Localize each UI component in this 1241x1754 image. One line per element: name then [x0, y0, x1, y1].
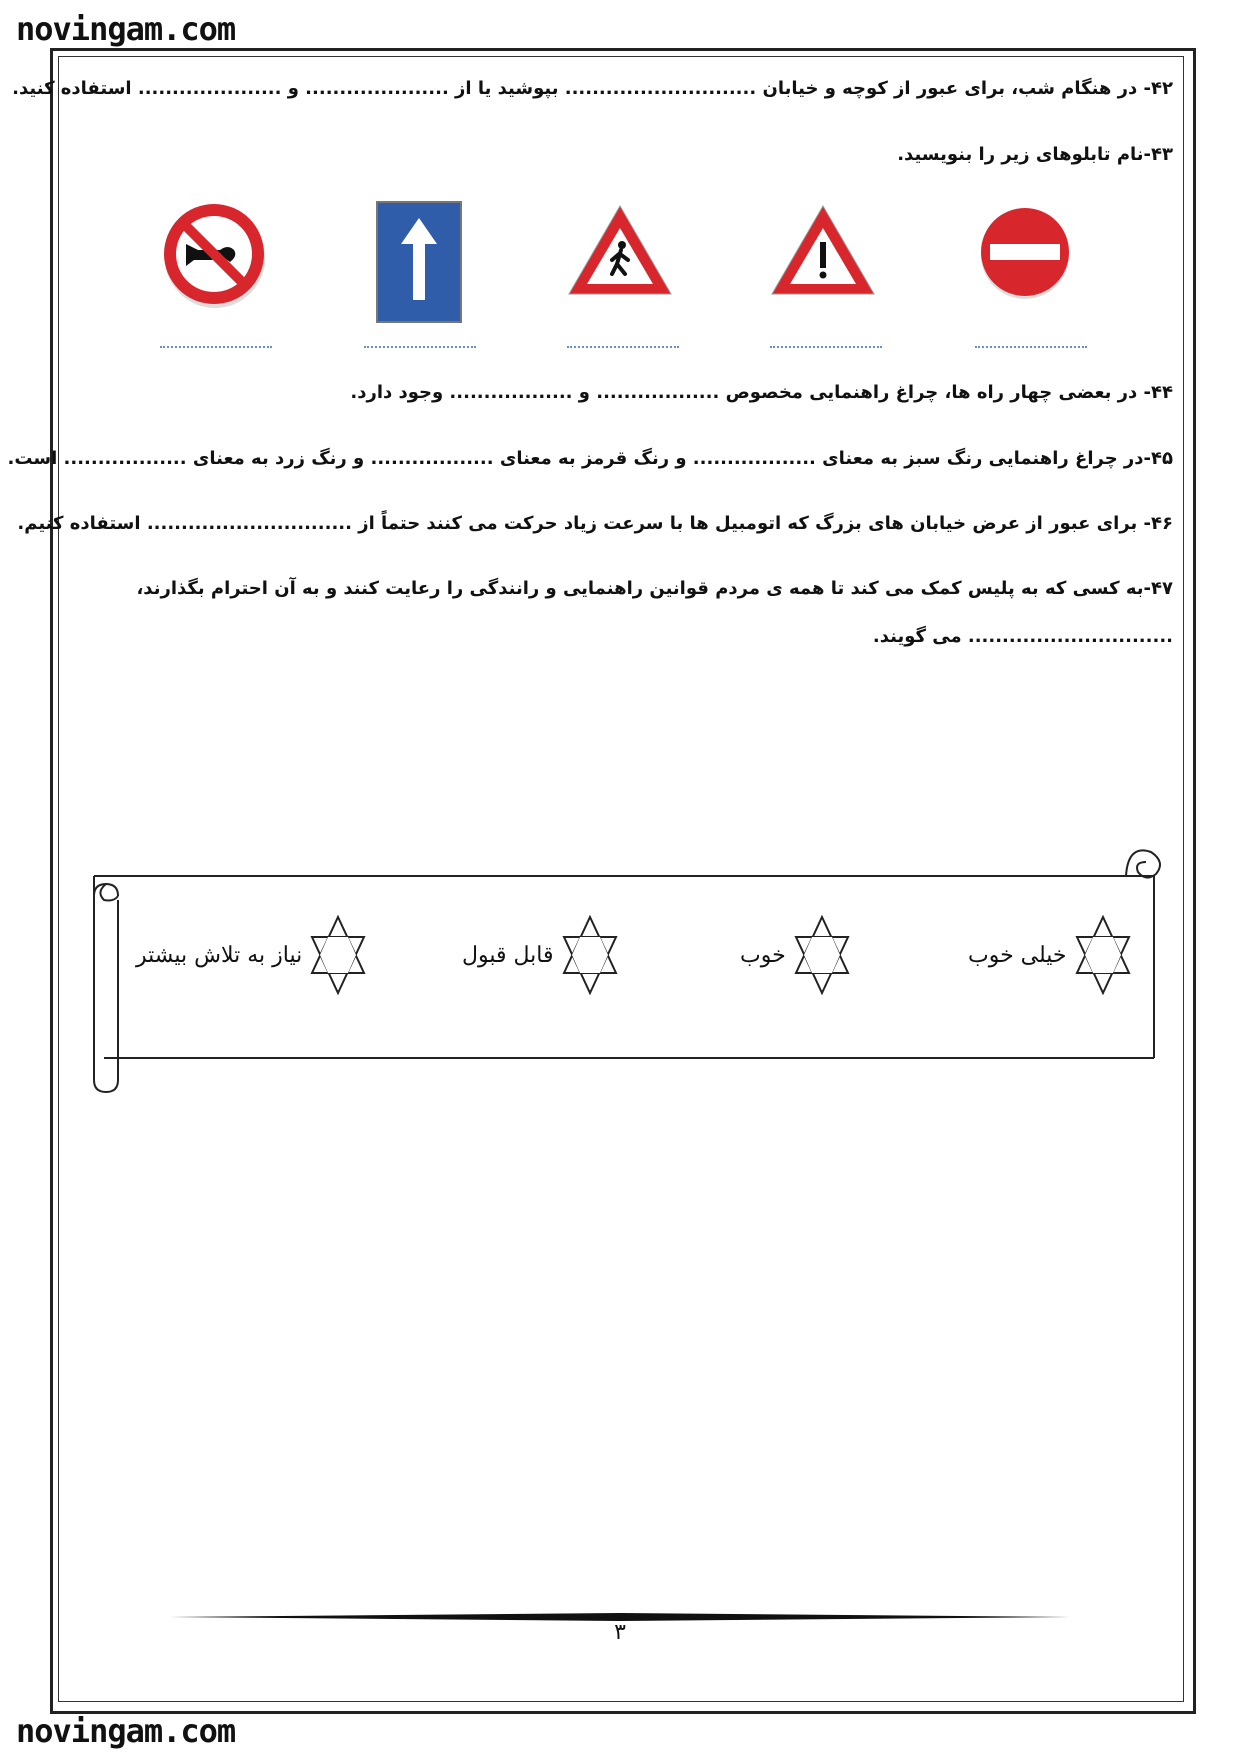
star-of-david-icon — [1073, 915, 1133, 995]
star-of-david-icon — [308, 915, 368, 995]
answer-blank-2[interactable] — [770, 346, 882, 348]
watermark-top: novingam.com — [16, 10, 236, 48]
star-of-david-icon — [560, 915, 620, 995]
question-47-line-1: ۴۷-به کسی که به پلیس کمک می کند تا همه ی مردم قوانین راهنمایی و رانندگی را رعایت کنند و به آن احترام بگذارند، — [136, 578, 1173, 599]
pedestrian-crossing-sign-icon — [565, 200, 675, 300]
no-horn-sign-icon — [158, 200, 273, 310]
rating-good[interactable] — [740, 915, 852, 995]
answer-blank-5[interactable] — [160, 346, 272, 348]
warning-triangle-sign-icon — [768, 200, 878, 300]
star-of-david-icon — [792, 915, 852, 995]
rating-needs-more-effort[interactable] — [136, 915, 368, 995]
question-47-line-2: .............................. می گویند. — [872, 626, 1173, 647]
rating-label: خیلی خوب — [968, 942, 1067, 968]
rating-label: خوب — [740, 942, 786, 968]
answer-blank-4[interactable] — [364, 346, 476, 348]
answer-blank-1[interactable] — [975, 346, 1087, 348]
answer-blank-3[interactable] — [567, 346, 679, 348]
one-way-sign-icon — [375, 200, 465, 325]
watermark-bottom: novingam.com — [16, 1712, 236, 1750]
rating-acceptable[interactable] — [462, 915, 620, 995]
question-43: ۴۳-نام تابلوهای زیر را بنویسید. — [897, 144, 1173, 165]
rating-very-good[interactable] — [968, 915, 1133, 995]
question-44: ۴۴- در بعضی چهار راه ها، چراغ راهنمایی مخصوص .................. و .................. وجود دارد. — [350, 382, 1173, 403]
no-entry-sign-icon — [975, 200, 1075, 300]
page-number: ۳ — [614, 1620, 626, 1645]
rating-label: قابل قبول — [462, 942, 554, 968]
question-45: ۴۵-در چراغ راهنمایی رنگ سبز به معنای .................. و رنگ قرمز به معنای .................. و رنگ زرد به معنای .................. است. — [7, 448, 1173, 469]
rating-label: نیاز به تلاش بیشتر — [136, 942, 303, 968]
question-42: ۴۲- در هنگام شب، برای عبور از کوچه و خیابان ............................ بپوشید یا از ..................... و ..................... استفاده کنید. — [12, 78, 1173, 99]
question-46: ۴۶- برای عبور از عرض خیابان های بزرگ که اتومبیل ها با سرعت زیاد حرکت می کنند حتماً از .............................. استفاده کنیم. — [17, 513, 1173, 534]
